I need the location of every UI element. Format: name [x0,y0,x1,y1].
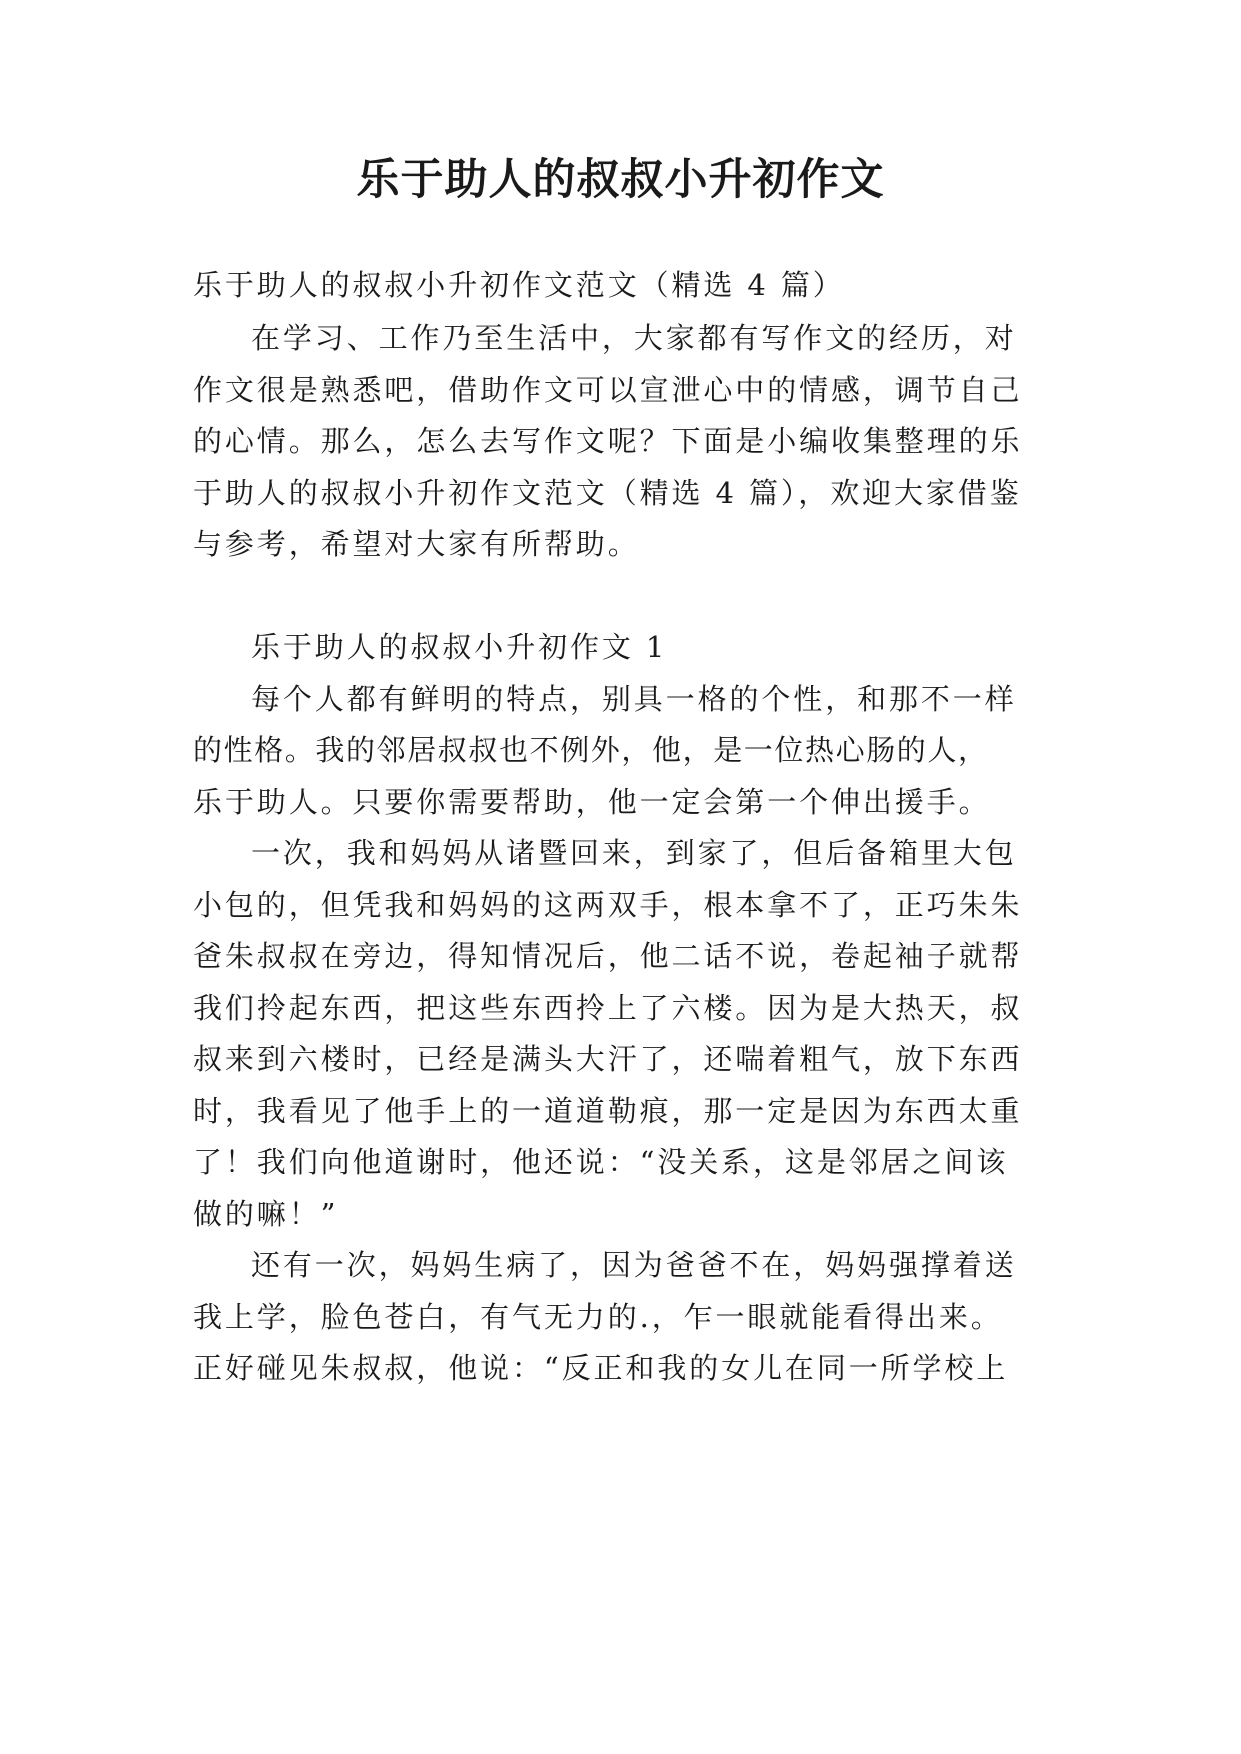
body-line: 小包的，但凭我和妈妈的这两双手，根本拿不了，正巧朱朱 [193,888,1023,922]
intro-line: 作文很是熟悉吧，借助作文可以宣泄心中的情感，调节自己 [193,373,1023,407]
body-line: 时，我看见了他手上的一道道勒痕，那一定是因为东西太重 [193,1094,1023,1128]
intro-line: 在学习、工作乃至生活中，大家都有写作文的经历，对 [251,321,1017,355]
body-line: 我们拎起东西，把这些东西拎上了六楼。因为是大热天，叔 [193,991,1023,1025]
body-line: 一次，我和妈妈从诸暨回来，到家了，但后备箱里大包 [251,836,1017,870]
document-subtitle: 乐于助人的叔叔小升初作文范文（精选 4 篇） [193,268,845,302]
body-line: 乐于助人。只要你需要帮助，他一定会第一个伸出援手。 [193,785,991,819]
body-line: 的性格。我的邻居叔叔也不例外，他，是一位热心肠的人， [193,733,989,767]
body-line: 做的嘛！” [193,1197,339,1231]
body-line: 正好碰见朱叔叔，他说：“反正和我的女儿在同一所学校上 [193,1351,1009,1385]
intro-line: 的心情。那么，怎么去写作文呢？下面是小编收集整理的乐 [193,424,1023,458]
body-line: 了！我们向他道谢时，他还说：“没关系，这是邻居之间该 [193,1145,1009,1179]
intro-line: 与参考，希望对大家有所帮助。 [193,527,640,561]
intro-line: 于助人的叔叔小升初作文范文（精选 4 篇），欢迎大家借鉴 [193,476,1022,510]
body-line: 爸朱叔叔在旁边，得知情况后，他二话不说，卷起袖子就帮 [193,939,1023,973]
body-line: 我上学，脸色苍白，有气无力的.，乍一眼就能看得出来。 [193,1300,1003,1334]
body-line: 还有一次，妈妈生病了，因为爸爸不在，妈妈强撑着送 [251,1248,1017,1282]
section-heading: 乐于助人的叔叔小升初作文 1 [251,630,668,664]
document-title: 乐于助人的叔叔小升初作文 [356,155,885,205]
body-line: 每个人都有鲜明的特点，别具一格的个性，和那不一样 [251,682,1017,716]
body-line: 叔来到六楼时，已经是满头大汗了，还喘着粗气，放下东西 [193,1042,1023,1076]
